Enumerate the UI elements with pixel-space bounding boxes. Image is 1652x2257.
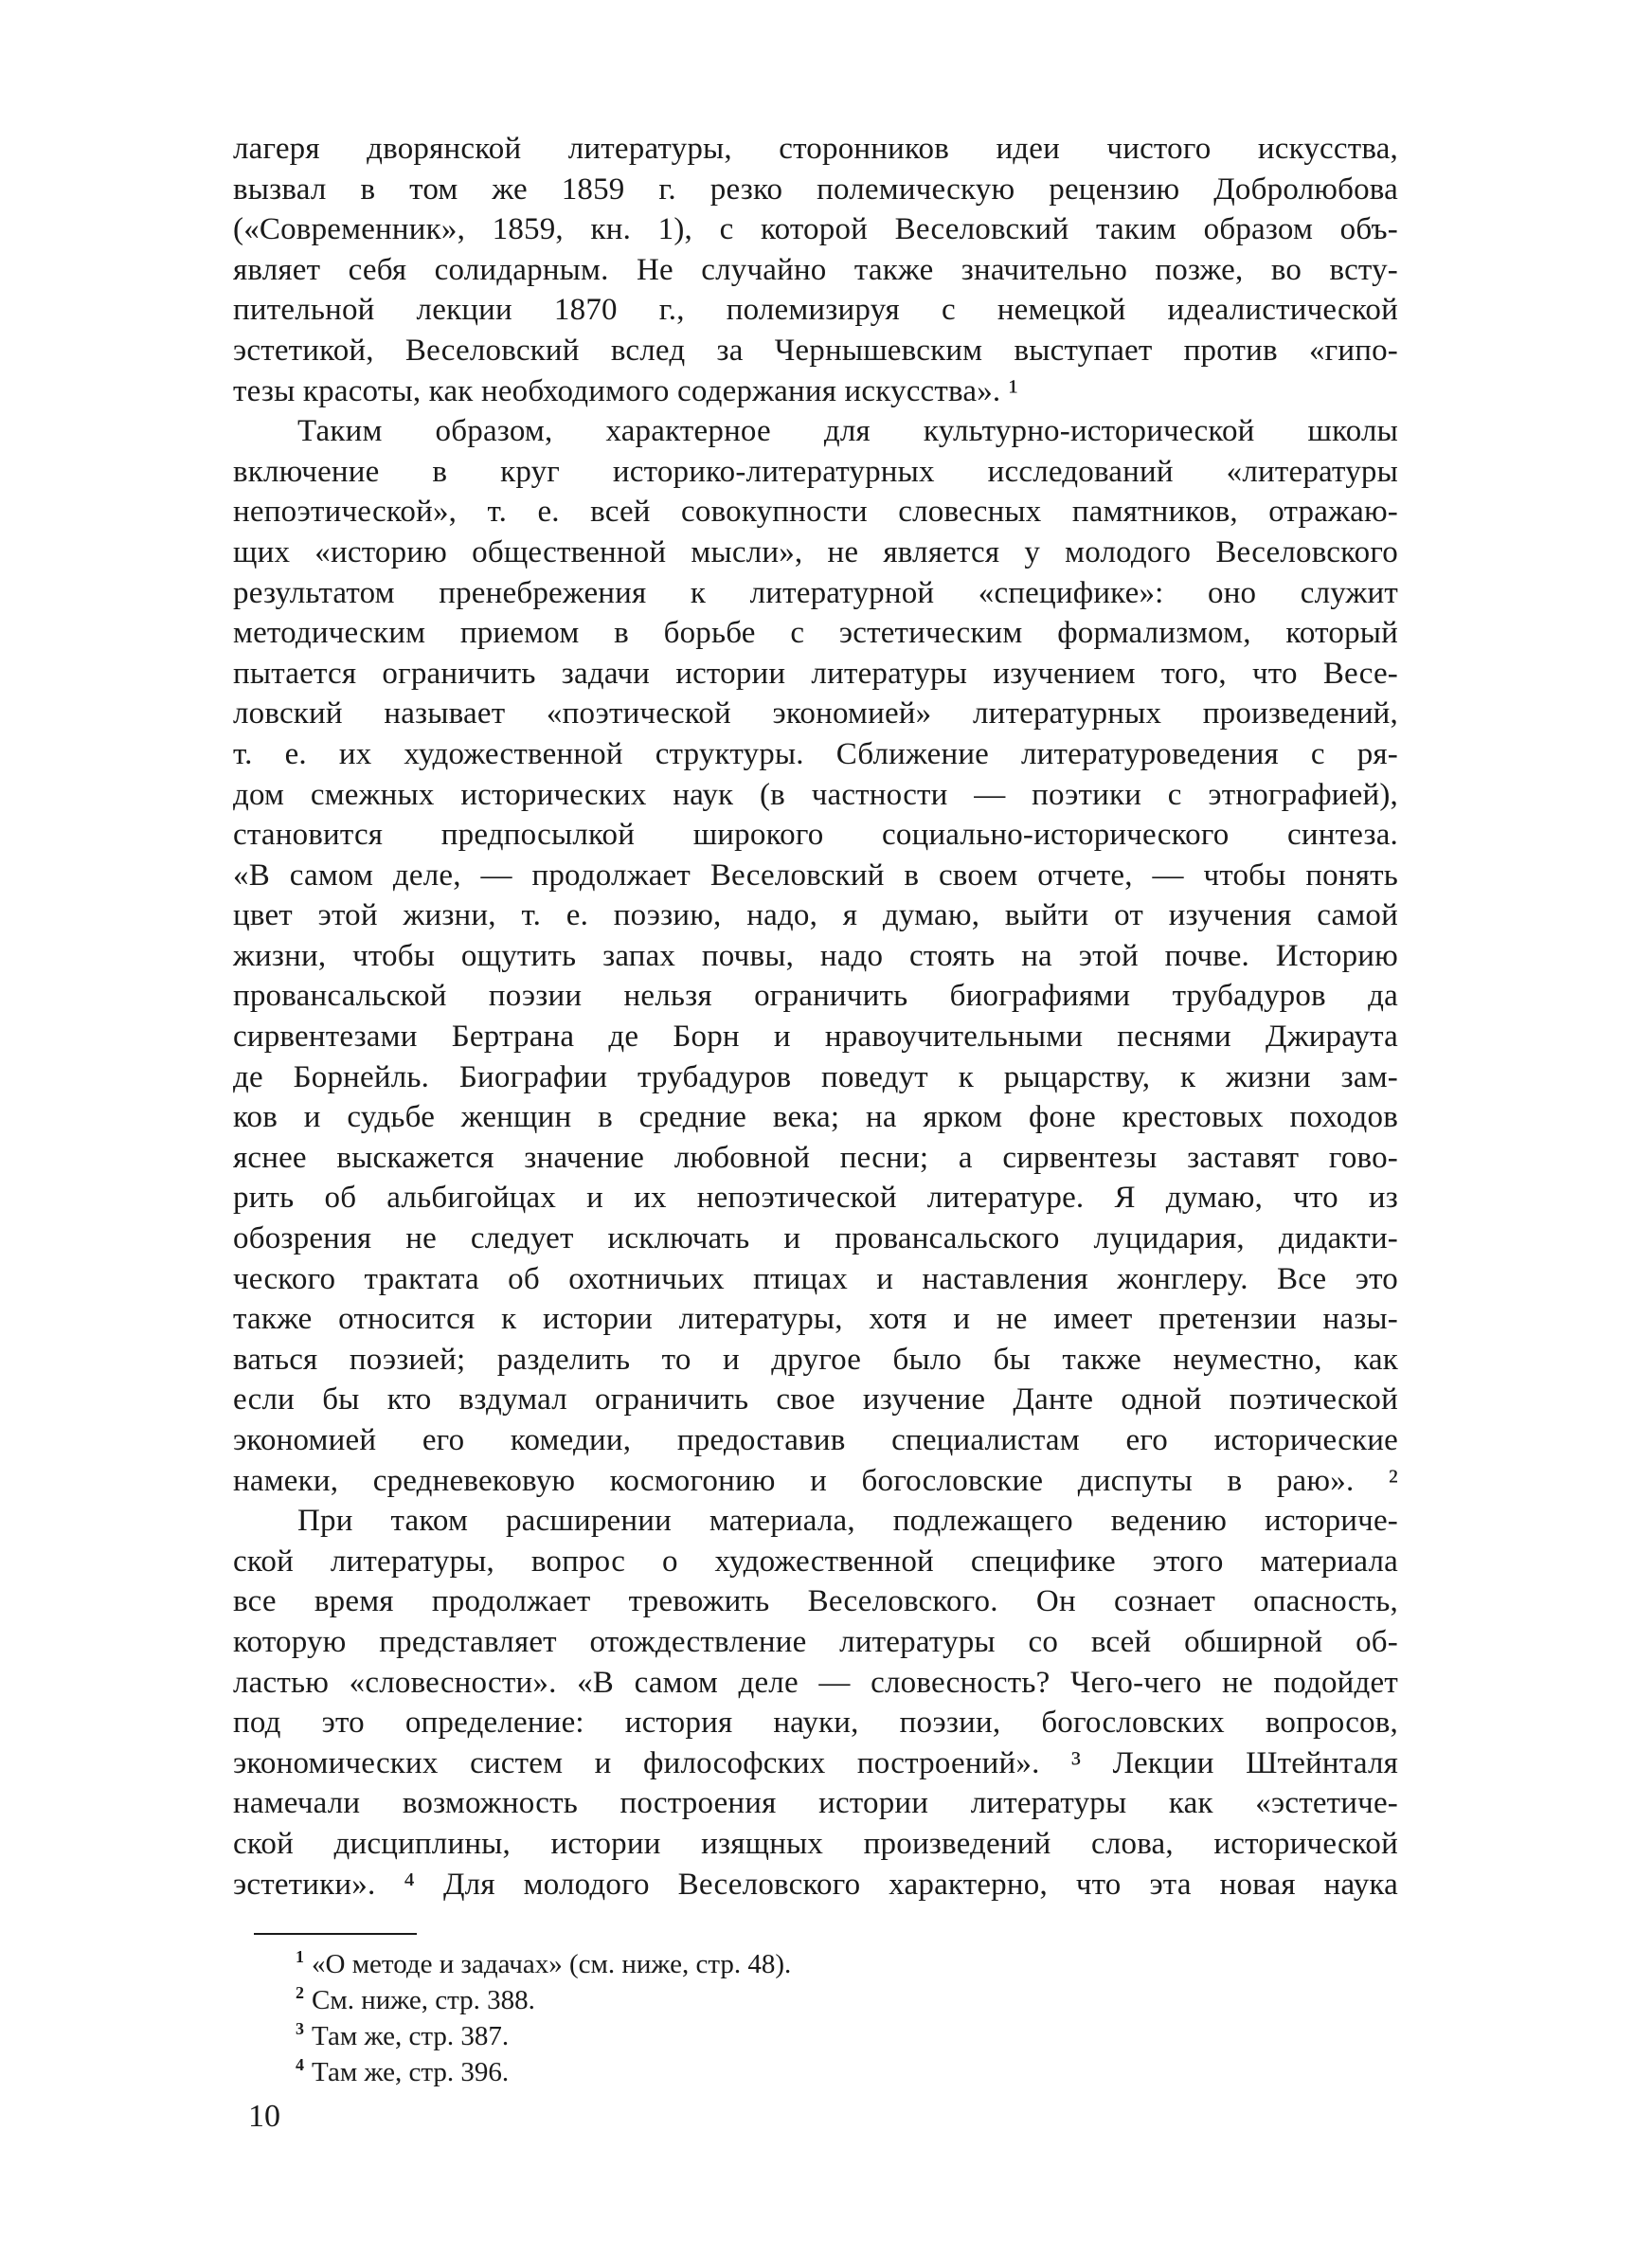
body-line: непоэтической», т. е. всей совокупности словесных памятников, отражаю- <box>233 495 1398 530</box>
body-line: ской литературы, вопрос о художественной специфике этого материала <box>233 1544 1398 1579</box>
body-line: щих «историю общественной мысли», не является у молодого Веселовского <box>233 534 1398 569</box>
footnote-text: Там же, стр. 387. <box>312 2021 510 2051</box>
body-line: цвет этой жизни, т. е. поэзию, надо, я думаю, выйти от изучения самой <box>233 898 1398 933</box>
footnote-text: Там же, стр. 396. <box>312 2057 510 2087</box>
body-line: ков и судьбе женщин в средние века; на ярком фоне крестовых походов <box>233 1100 1398 1135</box>
body-line: также относится к истории литературы, хотя и не имеет претензии назы- <box>233 1302 1398 1337</box>
body-line: результатом пренебрежения к литературной «специфике»: оно служит <box>233 575 1398 610</box>
body-line: ской дисциплины, истории изящных произведений слова, исторической <box>233 1826 1398 1861</box>
body-line: ческого трактата об охотничьих птицах и наставления жонглеру. Все это <box>233 1261 1398 1296</box>
body-line: «В самом деле, — продолжает Веселовский в своем отчете, — чтобы понять <box>233 858 1398 893</box>
body-line: пытается ограничить задачи истории литературы изучением того, что Весе- <box>233 656 1398 691</box>
footnote <box>296 2047 1148 2087</box>
footnote-mark: 2 <box>296 1983 304 2002</box>
body-line: экономией его комедии, предоставив специалистам его исторические <box>233 1423 1398 1457</box>
body-line: т. е. их художественной структуры. Сближение литературоведения с ря- <box>233 736 1398 771</box>
footnote-text: См. ниже, стр. 388. <box>312 1985 535 2015</box>
body-line: под это определение: история науки, поэзии, богословских вопросов, <box>233 1706 1398 1741</box>
footnote-mark: 4 <box>296 2055 304 2074</box>
body-line: («Современник», 1859, кн. 1), с которой Веселовский таким образом объ- <box>233 212 1398 247</box>
body-line: все время продолжает тревожить Веселовского. Он сознает опасность, <box>233 1584 1398 1619</box>
body-line: ваться поэзией; разделить то и другое было бы также неуместно, как <box>233 1342 1398 1377</box>
body-line: провансальской поэзии нельзя ограничить биографиями трубадуров да <box>233 979 1398 1014</box>
body-line: намеки, средневековую космогонию и богословские диспуты в раю». ² <box>233 1463 1398 1498</box>
body-line: эстетикой, Веселовский вслед за Чернышевским выступает против «гипо- <box>233 333 1398 368</box>
footnote <box>296 1939 1148 1979</box>
body-line: методическим приемом в борьбе с эстетическим формализмом, который <box>233 616 1398 651</box>
footnote <box>296 1975 1148 2015</box>
body-line: эстетики». ⁴ Для молодого Веселовского характерно, что эта новая наука <box>233 1867 1398 1902</box>
body-line: являет себя солидарным. Не случайно также значительно позже, во всту- <box>233 252 1398 287</box>
body-line: становится предпосылкой широкого социально-исторического синтеза. <box>233 818 1398 853</box>
body-line: рить об альбигойцах и их непоэтической литературе. Я думаю, что из <box>233 1181 1398 1216</box>
body-line: тезы красоты, как необходимого содержания искусства». ¹ <box>233 373 1018 408</box>
paragraph-start-line: При таком расширении материала, подлежащего ведению историче- <box>297 1504 1398 1539</box>
body-line: дом смежных исторических наук (в частности — поэтики с этнографией), <box>233 777 1398 812</box>
body-line: обозрения не следует исключать и провансальского луцидария, дидакти- <box>233 1221 1398 1256</box>
body-line: яснее выскажется значение любовной песни; а сирвентезы заставят гово- <box>233 1140 1398 1175</box>
footnote-mark: 1 <box>296 1947 304 1966</box>
footnote-mark: 3 <box>296 2019 304 2038</box>
footnotes <box>296 1939 1148 2087</box>
body-line: если бы кто вздумал ограничить свое изучение Данте одной поэтической <box>233 1382 1398 1417</box>
footnote <box>296 2011 1148 2051</box>
body-line: ловский называет «поэтической экономией» литературных произведений, <box>233 696 1398 731</box>
footnote-text: «О методе и задачах» (см. ниже, стр. 48). <box>312 1949 792 1979</box>
body-line: де Борнейль. Биографии трубадуров поведут к рыцарству, к жизни зам- <box>233 1059 1398 1094</box>
body-line: включение в круг историко-литературных исследований «литературы <box>233 454 1398 489</box>
footnote-divider <box>254 1933 417 1935</box>
paragraph-start-line: Таким образом, характерное для культурно-исторической школы <box>297 414 1398 449</box>
body-line: ластью «словесности». «В самом деле — словесность? Чего-чего не подойдет <box>233 1665 1398 1700</box>
page-number: 10 <box>248 2099 280 2134</box>
body-text <box>233 129 1398 1905</box>
body-line: намечали возможность построения истории литературы как «эстетиче- <box>233 1786 1398 1821</box>
body-line: экономических систем и философских построений». ³ Лекции Штейнталя <box>233 1745 1398 1780</box>
body-line: которую представляет отождествление литературы со всей обширной об- <box>233 1624 1398 1659</box>
body-line: жизни, чтобы ощутить запах почвы, надо стоять на этой почве. Историю <box>233 938 1398 973</box>
body-line: сирвентезами Бертрана де Борн и нравоучительными песнями Джираута <box>233 1020 1398 1055</box>
body-line: пительной лекции 1870 г., полемизируя с немецкой идеалистической <box>233 293 1398 328</box>
body-line: вызвал в том же 1859 г. резко полемическую рецензию Добролюбова <box>233 172 1398 207</box>
body-line: лагеря дворянской литературы, сторонников идеи чистого искусства, <box>233 132 1398 166</box>
